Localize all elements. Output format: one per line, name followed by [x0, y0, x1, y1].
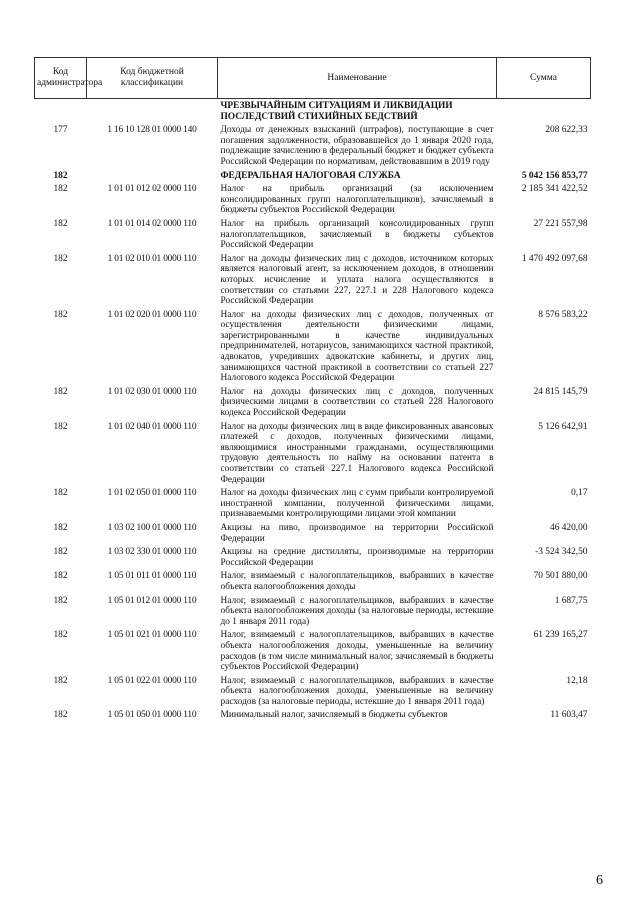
kbk-code: 1 01 02 050 01 0000 110: [107, 488, 197, 499]
revenue-table: [34, 57, 591, 722]
row-sum: 5 126 642,91: [538, 421, 588, 432]
kbk-code: 1 01 02 040 01 0000 110: [107, 421, 197, 432]
row-sum: 12,18: [566, 675, 588, 686]
table-row: [35, 420, 591, 487]
kbk-code: 1 16 10 128 01 0000 140: [107, 125, 197, 136]
table-row: [35, 594, 591, 629]
row-sum: 46 420,00: [550, 522, 588, 533]
row-name: Налог, взимаемый с налогоплательщиков, выбравших в качестве объекта налогообложения доходы: [220, 571, 494, 592]
header-admin-code-line1: Код: [52, 67, 69, 77]
kbk-code: 1 03 02 330 01 0000 110: [107, 547, 197, 558]
admin-code: 182: [53, 522, 68, 533]
row-name: Акцизы на пиво, производимое на территории Российской Федерации: [220, 522, 494, 544]
kbk-code: 1 01 02 010 01 0000 110: [107, 253, 197, 264]
admin-code: 182: [53, 386, 68, 397]
kbk-code: [87, 169, 218, 183]
row-name: Налог на доходы физических лиц в виде фиксированных авансовых платежей с доходов, полученных физическими лицами, являющимися иностранными гражданами, осуществляющими трудовую деятельность по найму на основании патента в соответствии со статьей 227.1 Налогового кодекса Российской Федерации: [220, 421, 494, 485]
table-row: [35, 708, 591, 722]
admin-code: 182: [53, 309, 68, 320]
table-row: [35, 569, 591, 593]
kbk-code: 1 03 02 100 01 0000 110: [107, 522, 197, 533]
table-row: [35, 308, 591, 385]
admin-code: 182: [53, 595, 68, 606]
continuation-row: [35, 99, 591, 124]
row-name: Налог, взимаемый с налогоплательщиков, выбравших в качестве объекта налогообложения доходы, уменьшенные на величину расходов (за налоговые периоды, истекшие до 1 января 2011 года): [220, 675, 494, 707]
admin-code: 182: [53, 571, 68, 582]
row-name: Налог на доходы физических лиц с сумм прибыли контролируемой иностранной компании, полученной физическими лицами, признаваемыми контролирующими лицами этой компании: [220, 488, 494, 520]
row-name: Налог, взимаемый с налогоплательщиков, выбравших в качестве объекта налогообложения доходы, уменьшенные на величину расходов (в том числе минимальный налог, зачисляемый в бюджеты субъектов Российской Федерации): [220, 630, 494, 673]
row-name: Минимальный налог, зачисляемый в бюджеты субъектов: [220, 710, 448, 721]
kbk-code: 1 05 01 050 01 0000 110: [107, 710, 197, 721]
row-sum: 208 622,33: [545, 125, 588, 136]
admin-code: 182: [53, 184, 68, 195]
row-sum: 70 501 880,00: [533, 571, 588, 582]
row-sum: 1 687,75: [554, 595, 588, 606]
row-sum: 11 603,47: [550, 710, 588, 721]
admin-code: 182: [53, 675, 68, 686]
row-name: Налог на доходы физических лиц с доходов, источником которых является налоговый агент, за исключением доходов, в отношении которых исчисление и уплата налога осуществляются в соответствии со статьями 227, 227.1 и 228 Налогового кодекса Российской Федерации: [220, 253, 494, 307]
kbk-code: 1 01 01 012 02 0000 110: [107, 184, 197, 195]
table-row: [35, 217, 591, 252]
row-sum: 5 042 156 853,77: [521, 170, 588, 181]
row-name: Доходы от денежных взысканий (штрафов), поступающие в счет погашения задолженности, образовавшейся до 1 января 2020 года, подлежащие зачислению в федеральный бюджет и бюджет субъекта Российской Федерации по нормативам, действовавшим в 2019 году: [220, 125, 494, 167]
row-sum: 61 239 165,27: [533, 630, 588, 641]
row-sum: 2 185 341 422,52: [521, 184, 588, 195]
row-name: Налог на доходы физических лиц с доходов, полученных физическими лицами в соответствии со статьей 228 Налогового кодекса Российской Федерации: [220, 386, 494, 419]
header-name: Наименование: [218, 58, 497, 99]
kbk-code: 1 01 01 014 02 0000 110: [107, 218, 197, 229]
admin-code: 182: [53, 547, 68, 558]
page-number: 6: [596, 873, 603, 888]
table-row: [35, 521, 591, 545]
table-row: [35, 545, 591, 569]
table-row: [35, 123, 591, 168]
header-kbk: Код бюджетной классификации: [87, 58, 218, 99]
row-name: Налог на прибыль организаций консолидированных групп налогоплательщиков, зачисляемый в бюджеты субъектов Российской Федерации: [220, 218, 494, 251]
row-sum: 8 576 583,22: [538, 309, 588, 320]
continuation-heading: ЧРЕЗВЫЧАЙНЫМ СИТУАЦИЯМ И ЛИКВИДАЦИИ ПОСЛЕДСТВИЙ СТИХИЙНЫХ БЕДСТВИЙ: [220, 101, 453, 122]
table-row-agency: [35, 169, 591, 183]
table-header-row: [35, 58, 591, 99]
kbk-code: 1 05 01 012 01 0000 110: [107, 595, 197, 606]
row-name: ФЕДЕРАЛЬНАЯ НАЛОГОВАЯ СЛУЖБА: [220, 170, 401, 181]
admin-code: 177: [53, 125, 68, 136]
row-sum: 24 815 145,79: [533, 386, 588, 397]
kbk-code: 1 01 02 020 01 0000 110: [107, 309, 197, 320]
table-row: [35, 486, 591, 521]
table-row: [35, 674, 591, 709]
admin-code: 182: [53, 253, 68, 264]
row-name: Налог на доходы физических лиц с доходов, полученных от осуществления деятельности физическими лицами, зарегистрированными в качестве индивидуальных предпринимателей, нотариусов, занимающихся частной практикой, адвокатов, учредивших адвокатские кабинеты, и других лиц, занимающихся частной практикой в соответствии со статьей 227 Налогового кодекса Российской Федерации: [220, 309, 494, 384]
kbk-code: 1 01 02 030 01 0000 110: [107, 386, 197, 397]
admin-code: 182: [53, 218, 68, 229]
table-row: [35, 628, 591, 673]
kbk-code: 1 05 01 021 01 0000 110: [107, 630, 197, 641]
row-name: Налог, взимаемый с налогоплательщиков, выбравших в качестве объекта налогообложения доходы (за налоговые периоды, истекшие до 1 января 2011 года): [220, 595, 494, 627]
row-sum: 27 221 557,98: [533, 218, 588, 229]
table-row: [35, 182, 591, 217]
header-admin-code-line2: администратора: [37, 78, 103, 88]
header-admin-code: [35, 58, 103, 99]
row-name: Акцизы на средние дистилляты, производимые на территории Российской Федерации: [220, 547, 494, 568]
row-sum: 0,17: [571, 488, 588, 499]
admin-code: 182: [53, 630, 68, 641]
row-name: Налог на прибыль организаций (за исключением консолидированных групп налогоплательщиков), зачисляемый в бюджеты субъектов Российской Федерации: [220, 184, 494, 216]
row-sum: -3 524 342,50: [535, 547, 588, 558]
admin-code: 182: [53, 170, 68, 181]
admin-code: 182: [53, 488, 68, 499]
table-row: [35, 252, 591, 308]
table-row: [35, 385, 591, 420]
kbk-code: 1 05 01 011 01 0000 110: [107, 571, 197, 582]
admin-code: 182: [53, 421, 68, 432]
row-sum: 1 470 492 097,68: [521, 253, 588, 264]
admin-code: 182: [53, 710, 68, 721]
header-sum: Сумма: [497, 58, 591, 99]
kbk-code: 1 05 01 022 01 0000 110: [107, 675, 197, 686]
